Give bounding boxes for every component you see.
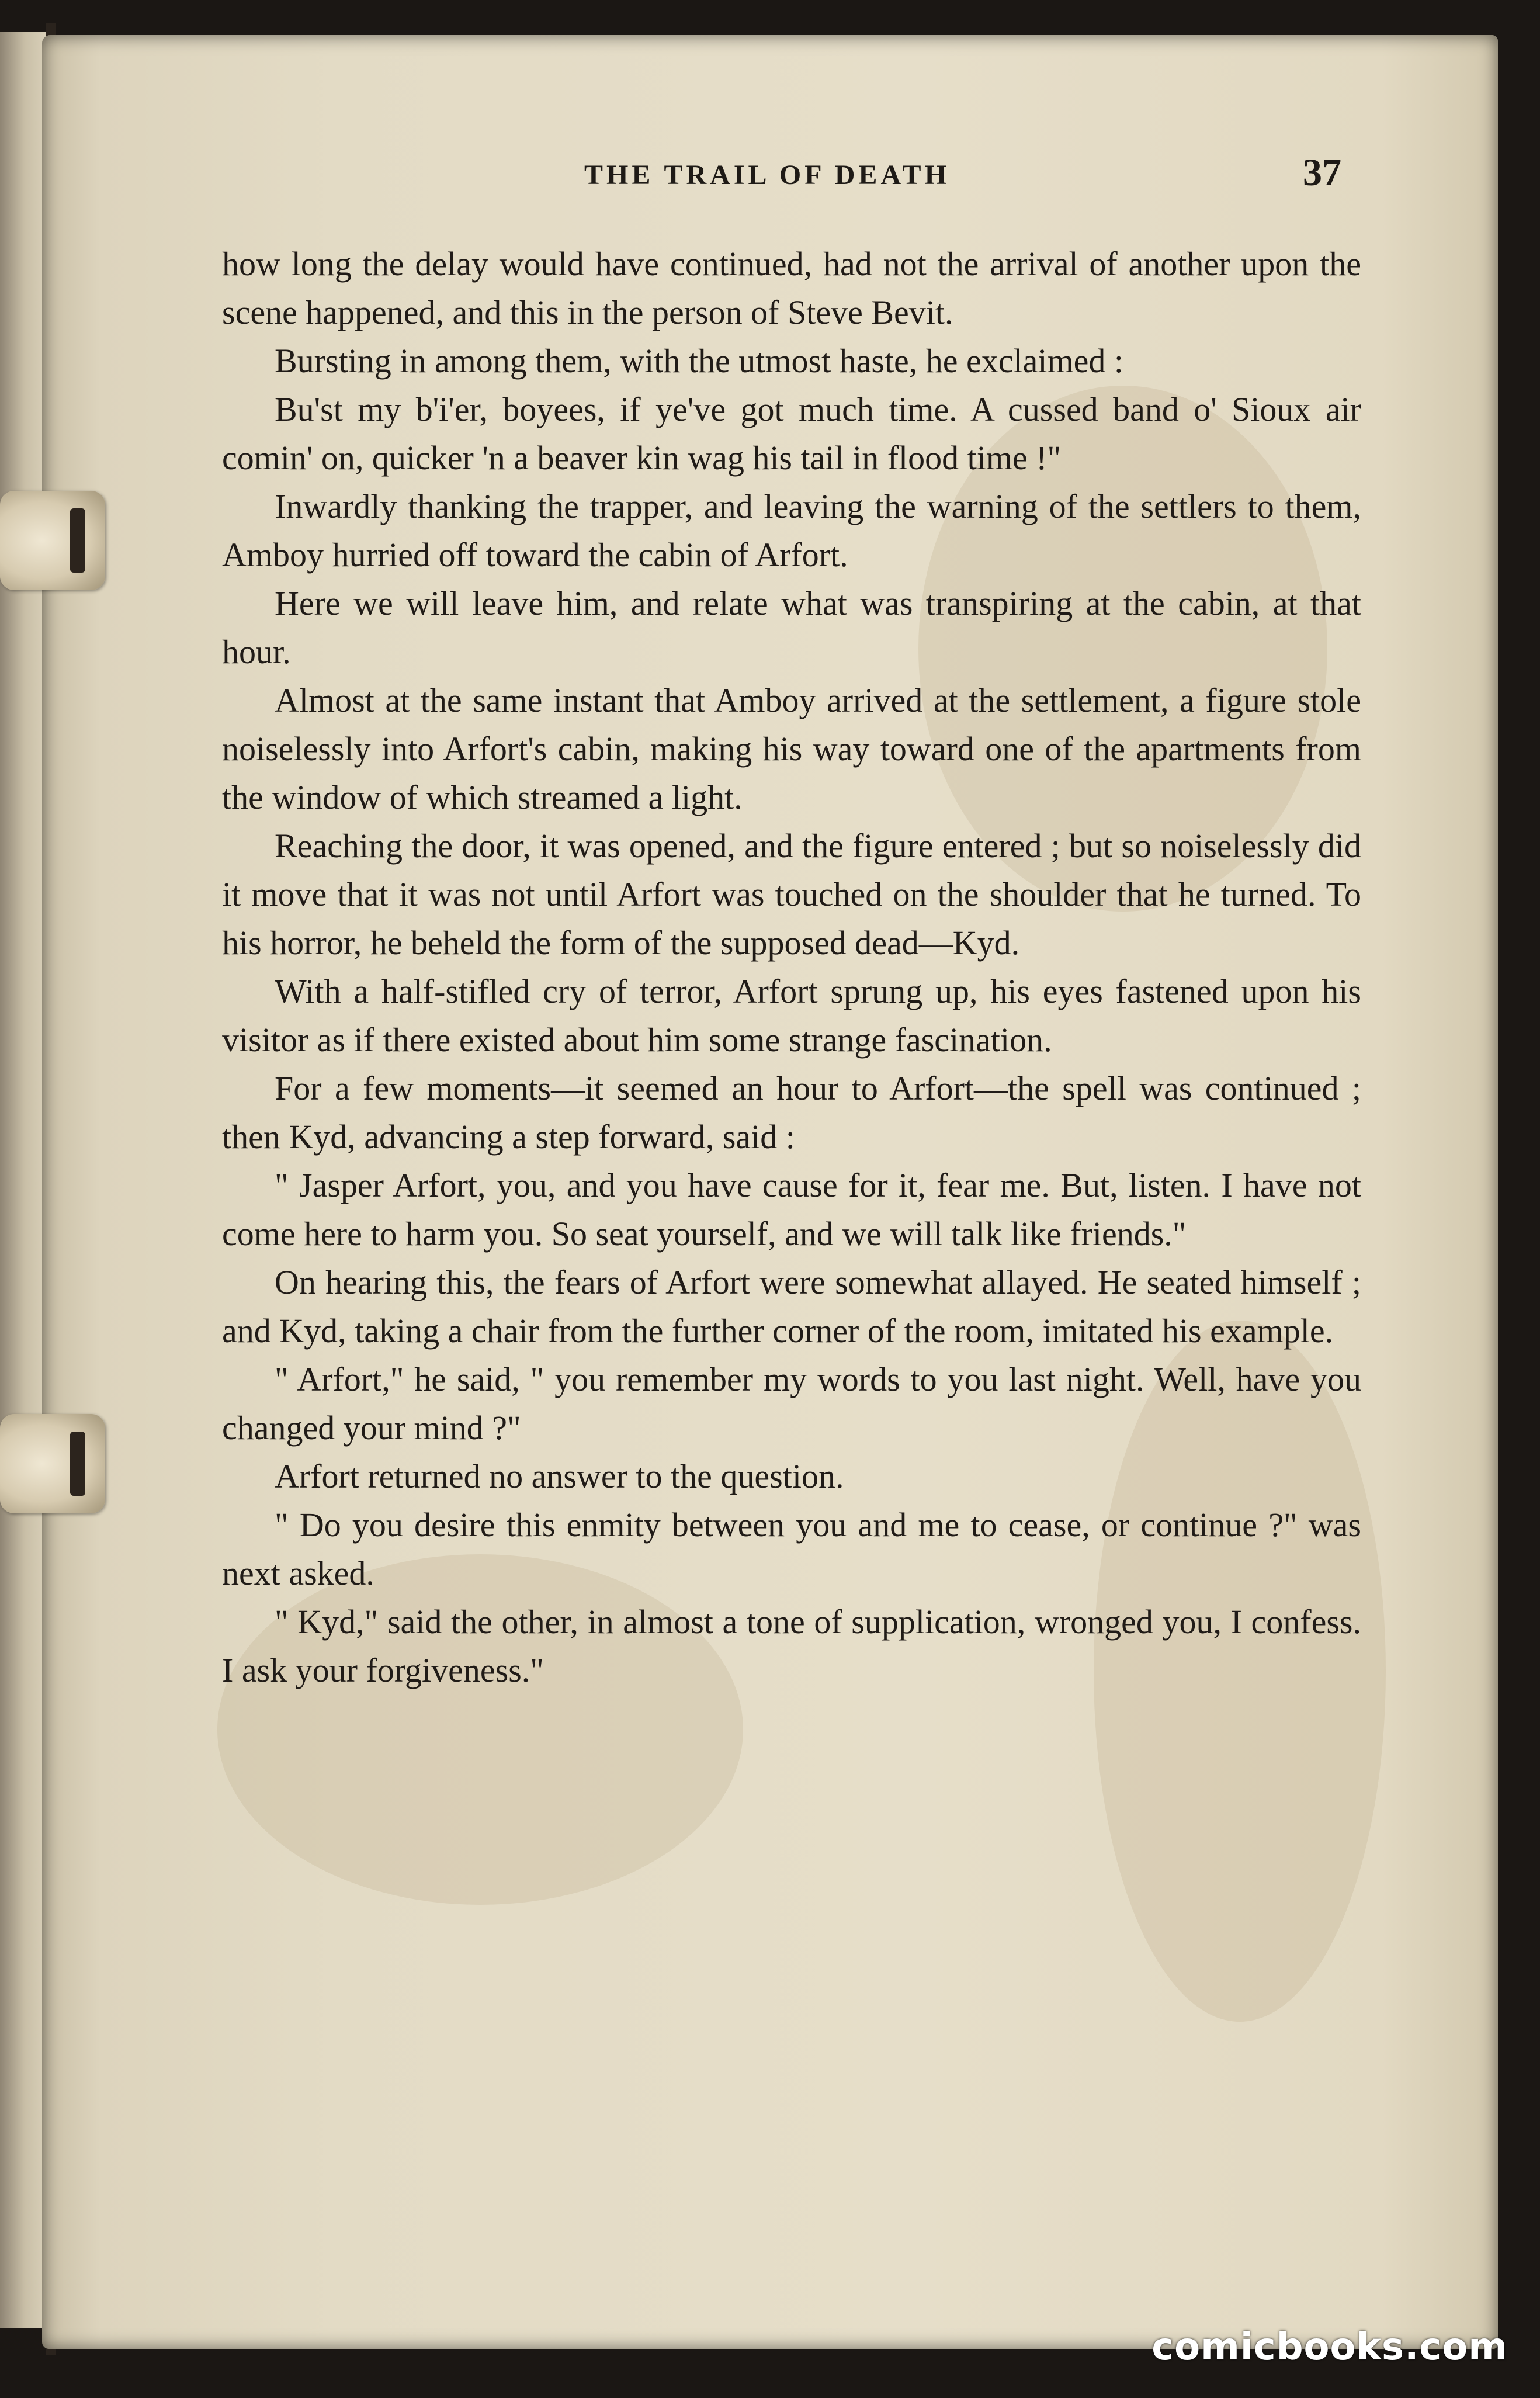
paragraph: Arfort returned no answer to the question.: [275, 1457, 844, 1495]
paragraph: " Do you desire this enmity between you and me to cease, or continue ?" was next asked.: [222, 1506, 1361, 1592]
paragraph: " Jasper Arfort, you, and you have cause for it, fear me. But, listen. I have not come here to harm you. So seat yourself, and we will talk like friends.": [222, 1166, 1361, 1253]
paragraph: For a few moments—it seemed an hour to Arfort—the spell was continued ; then Kyd, advancing a step forward, said :: [222, 1069, 1361, 1156]
paragraph: Inwardly thanking the trapper, and leaving the warning of the settlers to them, Amboy hurried off toward the cabin of Arfort.: [222, 487, 1361, 574]
binding-tape-lower: [0, 1414, 105, 1513]
watermark: comicbooks.com: [1151, 2326, 1508, 2369]
paragraph: On hearing this, the fears of Arfort were somewhat allayed. He seated himself ; and Kyd, taking a chair from the further corner of the room, imitated his example.: [222, 1263, 1361, 1350]
paragraph: With a half-stifled cry of terror, Arfort sprung up, his eyes fastened upon his visitor as if there existed about him some strange fascination.: [222, 972, 1361, 1059]
paragraph: Bu'st my b'i'er, boyees, if ye've got much time. A cussed band o' Sioux air comin' on, quicker 'n a beaver kin wag his tail in flood time !": [222, 390, 1361, 477]
page-number: 37: [1303, 151, 1341, 194]
page-header: [0, 151, 1540, 197]
binding-tape-upper: [0, 491, 105, 590]
binding-stitch: [70, 508, 85, 573]
paragraph: " Kyd," said the other, in almost a tone of supplication, wronged you, I confess. I ask your forgiveness.": [222, 1603, 1361, 1689]
paragraph: Bursting in among them, with the utmost haste, he exclaimed :: [275, 342, 1123, 380]
paragraph: " Arfort," he said, " you remember my words to you last night. Well, have you changed your mind ?": [222, 1360, 1361, 1447]
binding-stitch: [70, 1432, 85, 1496]
body-text: [222, 240, 1361, 1694]
paragraph: Reaching the door, it was opened, and the figure entered ; but so noiselessly did it move that it was not until Arfort was touched on the shoulder that he turned. To his horror, he beheld the form of the supposed dead—Kyd.: [222, 827, 1361, 962]
paragraph: Almost at the same instant that Amboy arrived at the settlement, a figure stole noiselessly into Arfort's cabin, making his way toward one of the apartments from the window of which streamed a light.: [222, 681, 1361, 816]
running-head: THE TRAIL OF DEATH: [584, 160, 950, 190]
paragraph: how long the delay would have continued, had not the arrival of another upon the scene happened, and this in the person of Steve Bevit.: [222, 245, 1361, 331]
paragraph: Here we will leave him, and relate what was transpiring at the cabin, at that hour.: [222, 584, 1361, 671]
facing-page-edge: [0, 32, 46, 2328]
